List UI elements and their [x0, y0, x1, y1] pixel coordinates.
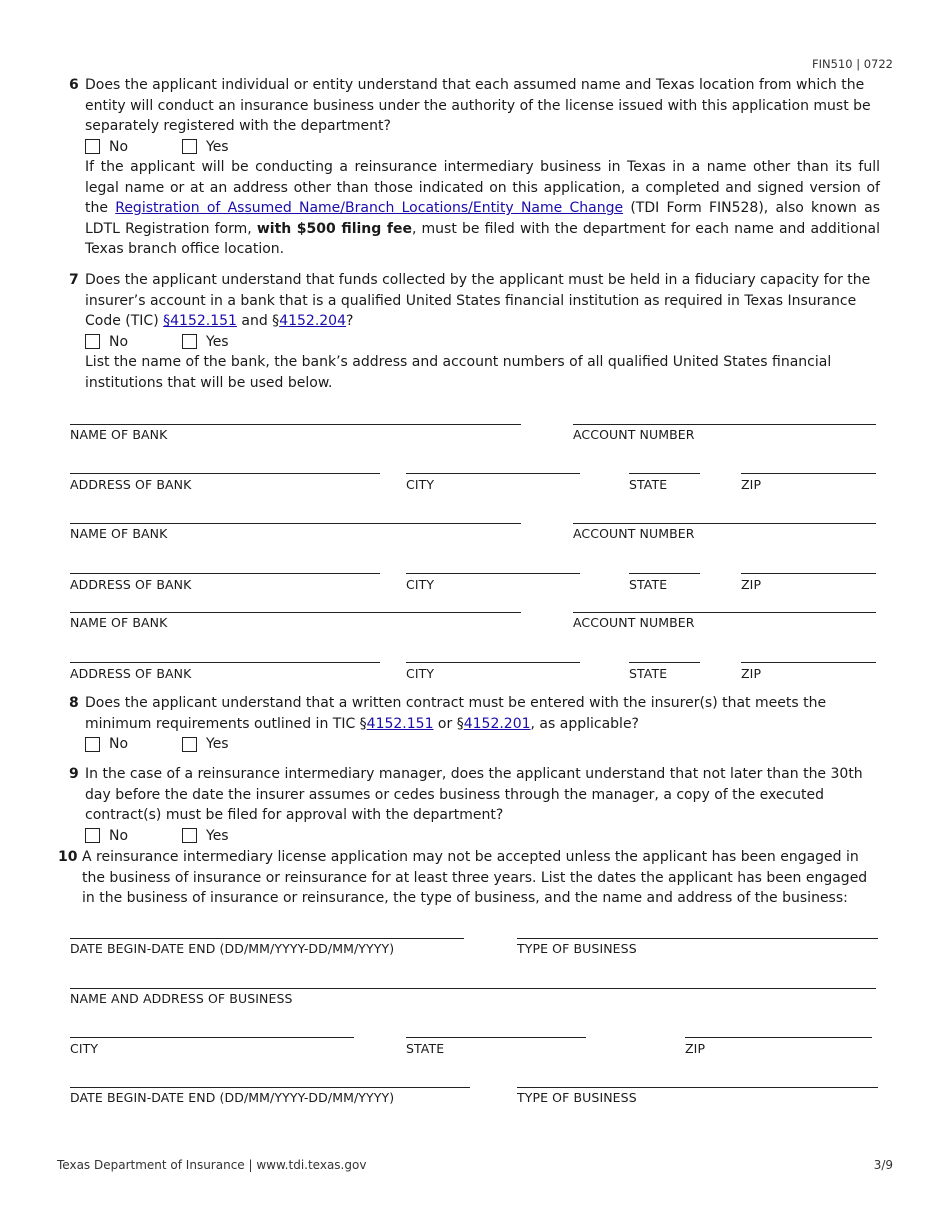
- option-no[interactable]: No: [85, 826, 155, 847]
- question-text: Does the applicant understand that funds collected by the applicant must be held in a fiduciary capacity for the insurer’s account in a bank that is a qualified United States financial institution as required in Texas Insurance Code (TIC) §4152.151 and §4152.204?: [85, 272, 871, 329]
- bank1-state-field[interactable]: [629, 473, 700, 474]
- bank3-state-field[interactable]: [629, 662, 700, 663]
- page-number: 3/9: [873, 1158, 893, 1172]
- business1-zip-field[interactable]: [685, 1037, 872, 1038]
- field-label: ACCOUNT NUMBER: [573, 526, 695, 541]
- checkbox-yes[interactable]: [182, 737, 197, 752]
- question-number: 6: [69, 77, 79, 93]
- question-note: If the applicant will be conducting a reinsurance intermediary business in Texas in a name other than its full legal name or at an address other than those indicated on this application, a completed and signed version of the Registration of Assumed Name/Branch Locations/Entity Name Change (TDI Form FIN528), also known as LDTL Registration form, with $500 filing fee, must be filed with the department for each name and additional Texas branch office location.: [85, 159, 881, 257]
- bank3-city-field[interactable]: [406, 662, 580, 663]
- question-7: [69, 270, 880, 393]
- footer-agency: Texas Department of Insurance | www.tdi.texas.gov: [57, 1158, 367, 1172]
- checkbox-yes[interactable]: [182, 334, 197, 349]
- option-yes[interactable]: Yes: [182, 734, 229, 755]
- field-label: ZIP: [741, 666, 762, 681]
- question-number: 7: [69, 272, 79, 288]
- checkbox-yes[interactable]: [182, 828, 197, 843]
- checkbox-no[interactable]: [85, 737, 100, 752]
- answer-options: [85, 137, 880, 158]
- bank3-account-field[interactable]: [573, 612, 876, 613]
- bank2-account-field[interactable]: [573, 523, 876, 524]
- answer-options: [85, 332, 880, 353]
- bank1-account-field[interactable]: [573, 424, 876, 425]
- field-label: STATE: [406, 1041, 445, 1056]
- checkbox-yes[interactable]: [182, 139, 197, 154]
- field-label: NAME OF BANK: [70, 427, 168, 442]
- question-note: List the name of the bank, the bank’s address and account numbers of all qualified United States financial institutions that will be used below.: [85, 354, 832, 391]
- question-text: Does the applicant understand that a written contract must be entered with the insurer(s) that meets the minimum requirements outlined in TIC §4152.151 or §4152.201, as applicable?: [85, 695, 827, 732]
- bank2-state-field[interactable]: [629, 573, 700, 574]
- field-label: ZIP: [741, 477, 762, 492]
- business2-type-field[interactable]: [517, 1087, 878, 1088]
- field-label: CITY: [70, 1041, 99, 1056]
- question-number: 10: [58, 849, 78, 865]
- field-label: CITY: [406, 477, 435, 492]
- field-label: ACCOUNT NUMBER: [573, 615, 695, 630]
- option-yes[interactable]: Yes: [182, 826, 229, 847]
- field-label: ADDRESS OF BANK: [70, 577, 192, 592]
- question-number: 9: [69, 766, 79, 782]
- field-label: STATE: [629, 666, 668, 681]
- tic-4152-201-link[interactable]: 4152.201: [463, 715, 531, 732]
- bank2-zip-field[interactable]: [741, 573, 876, 574]
- bank2-address-field[interactable]: [70, 573, 380, 574]
- tic-4152-204-link[interactable]: 4152.204: [279, 313, 346, 329]
- bank3-zip-field[interactable]: [741, 662, 876, 663]
- business1-city-field[interactable]: [70, 1037, 354, 1038]
- question-text: A reinsurance intermediary license application may not be accepted unless the applicant has been engaged in the business of insurance or reinsurance for at least three years. List the dates the applicant has been engaged in the business of insurance or reinsurance, the type of business, and the name and address of the business:: [82, 849, 868, 906]
- field-label: ZIP: [685, 1041, 706, 1056]
- option-yes[interactable]: Yes: [182, 332, 229, 353]
- answer-options: [85, 734, 880, 755]
- question-text: In the case of a reinsurance intermediary manager, does the applicant understand that not later than the 30th day before the date the insurer assumes or cedes business through the manager, a copy of the executed contract(s) must be filed for approval with the department?: [85, 766, 863, 823]
- field-label: ZIP: [741, 577, 762, 592]
- bank3-address-field[interactable]: [70, 662, 380, 663]
- tic-4152-151-link[interactable]: 4152.151: [366, 715, 434, 732]
- answer-options: [85, 826, 880, 847]
- option-no[interactable]: No: [85, 137, 155, 158]
- field-label: NAME AND ADDRESS OF BUSINESS: [70, 991, 293, 1006]
- checkbox-no[interactable]: [85, 828, 100, 843]
- bank1-name-field[interactable]: [70, 424, 521, 425]
- option-yes[interactable]: Yes: [182, 137, 229, 158]
- field-label: ACCOUNT NUMBER: [573, 427, 695, 442]
- field-label: CITY: [406, 577, 435, 592]
- question-10: [58, 847, 880, 909]
- question-8: [69, 693, 880, 755]
- question-number: 8: [69, 695, 79, 711]
- checkbox-no[interactable]: [85, 334, 100, 349]
- question-text: Does the applicant individual or entity understand that each assumed name and Texas location from which the entity will conduct an insurance business under the authority of the license issued with this application must be separately registered with the department?: [85, 77, 871, 134]
- business1-name-address-field[interactable]: [70, 988, 876, 989]
- business1-type-field[interactable]: [517, 938, 878, 939]
- tic-4152-151-link[interactable]: §4152.151: [163, 313, 237, 329]
- form-code: FIN510 | 0722: [811, 57, 893, 71]
- bank1-zip-field[interactable]: [741, 473, 876, 474]
- field-label: TYPE OF BUSINESS: [517, 941, 637, 956]
- bank1-address-field[interactable]: [70, 473, 380, 474]
- question-6: [69, 75, 881, 260]
- field-label: STATE: [629, 577, 668, 592]
- fin528-link[interactable]: Registration of Assumed Name/Branch Locations/Entity Name Change: [115, 200, 624, 216]
- field-label: STATE: [629, 477, 668, 492]
- field-label: TYPE OF BUSINESS: [517, 1090, 637, 1105]
- bank3-name-field[interactable]: [70, 612, 521, 613]
- bank2-city-field[interactable]: [406, 573, 580, 574]
- business1-state-field[interactable]: [406, 1037, 586, 1038]
- option-no[interactable]: No: [85, 332, 155, 353]
- business2-date-field[interactable]: [70, 1087, 470, 1088]
- bank1-city-field[interactable]: [406, 473, 580, 474]
- checkbox-no[interactable]: [85, 139, 100, 154]
- field-label: DATE BEGIN-DATE END (DD/MM/YYYY-DD/MM/YYYY): [70, 1090, 395, 1105]
- field-label: CITY: [406, 666, 435, 681]
- option-no[interactable]: No: [85, 734, 155, 755]
- field-label: NAME OF BANK: [70, 526, 168, 541]
- field-label: ADDRESS OF BANK: [70, 666, 192, 681]
- field-label: DATE BEGIN-DATE END (DD/MM/YYYY-DD/MM/YYYY): [70, 941, 395, 956]
- field-label: ADDRESS OF BANK: [70, 477, 192, 492]
- business1-date-field[interactable]: [70, 938, 464, 939]
- question-9: [69, 764, 880, 846]
- field-label: NAME OF BANK: [70, 615, 168, 630]
- bank2-name-field[interactable]: [70, 523, 521, 524]
